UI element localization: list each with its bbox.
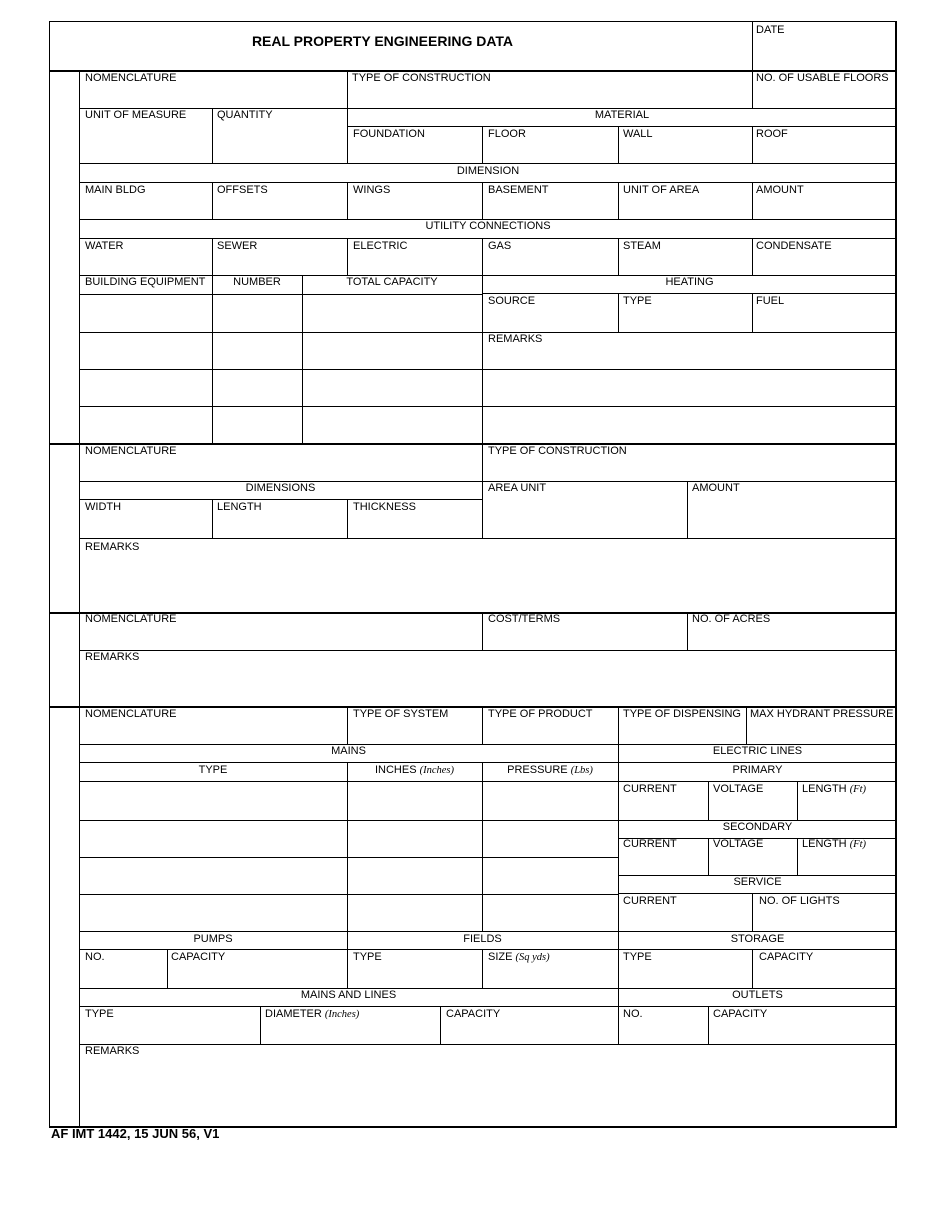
building-nomenclature-field[interactable]: NOMENCLATURE xyxy=(85,72,177,84)
rule xyxy=(79,1044,897,1045)
floor-field[interactable]: FLOOR xyxy=(488,128,526,140)
mains-header: MAINS xyxy=(331,745,366,757)
length-field[interactable]: LENGTH xyxy=(217,501,262,513)
fields-type-field[interactable]: TYPE xyxy=(353,951,382,963)
building-type-of-construction-field[interactable]: TYPE OF CONSTRUCTION xyxy=(352,72,491,84)
heating-source-field[interactable]: SOURCE xyxy=(488,295,536,307)
wall-field[interactable]: WALL xyxy=(623,128,653,140)
rule xyxy=(708,838,709,876)
rule xyxy=(79,762,897,763)
date-field[interactable] xyxy=(756,24,785,37)
structure-amount-field[interactable]: AMOUNT xyxy=(692,482,740,494)
electric-lines-header: ELECTRIC LINES xyxy=(712,745,803,757)
sewer-field[interactable]: SEWER xyxy=(217,240,258,252)
width-field[interactable]: WIDTH xyxy=(85,501,122,513)
secondary-length-field[interactable]: LENGTH (Ft) xyxy=(802,838,867,850)
no-of-acres-field[interactable]: NO. OF ACRES xyxy=(692,613,771,625)
main-bldg-field[interactable]: MAIN BLDG xyxy=(85,184,146,196)
rule xyxy=(79,238,897,239)
outlets-no-field[interactable]: NO. xyxy=(623,1008,643,1020)
dimensions-header: DIMENSIONS xyxy=(245,482,316,494)
secondary-header: SECONDARY xyxy=(722,821,793,833)
offsets-field[interactable]: OFFSETS xyxy=(217,184,268,196)
rule xyxy=(752,293,753,333)
heating-header: HEATING xyxy=(665,276,714,288)
rule xyxy=(482,762,483,932)
rule xyxy=(79,1006,897,1007)
mains-lines-diameter-field[interactable]: DIAMETER (Inches) xyxy=(265,1008,360,1020)
date-box-divider xyxy=(752,21,753,109)
form-title: REAL PROPERTY ENGINEERING DATA xyxy=(251,33,514,49)
rule xyxy=(752,238,753,276)
rule xyxy=(708,1006,709,1045)
area-unit-field[interactable]: AREA UNIT xyxy=(488,482,547,494)
type-of-system-field[interactable]: TYPE OF SYSTEM xyxy=(353,708,449,720)
rule xyxy=(618,238,619,276)
rule xyxy=(482,238,483,276)
date-label: DATE xyxy=(756,24,785,36)
mains-pressure-header: PRESSURE (Lbs) xyxy=(507,764,593,776)
rule xyxy=(347,238,348,276)
primary-current-field[interactable]: CURRENT xyxy=(623,783,677,795)
primary-voltage-field[interactable]: VOLTAGE xyxy=(713,783,764,795)
frame-right-border xyxy=(895,21,897,1128)
secondary-current-field[interactable]: CURRENT xyxy=(623,838,677,850)
rule xyxy=(212,238,213,276)
rule xyxy=(687,613,688,651)
rule xyxy=(618,931,619,1045)
pumps-capacity-field[interactable]: CAPACITY xyxy=(171,951,226,963)
rule xyxy=(618,293,619,333)
rule xyxy=(482,613,483,651)
rule xyxy=(687,481,688,539)
rule xyxy=(482,444,483,539)
rule xyxy=(79,294,482,295)
water-field[interactable]: WATER xyxy=(85,240,124,252)
storage-type-field[interactable]: TYPE xyxy=(623,951,652,963)
rule xyxy=(212,499,213,539)
fields-header: FIELDS xyxy=(463,933,502,945)
electric-field[interactable]: ELECTRIC xyxy=(353,240,408,252)
land-remarks-field[interactable]: REMARKS xyxy=(85,651,140,663)
rule xyxy=(752,126,753,164)
unit-of-measure-field[interactable]: UNIT OF MEASURE xyxy=(85,109,187,121)
mains-lines-capacity-field[interactable]: CAPACITY xyxy=(446,1008,501,1020)
basement-field[interactable]: BASEMENT xyxy=(488,184,549,196)
rule xyxy=(347,707,348,745)
foundation-field[interactable]: FOUNDATION xyxy=(353,128,425,140)
rule xyxy=(79,857,619,858)
rule xyxy=(302,275,303,444)
storage-capacity-field[interactable]: CAPACITY xyxy=(759,951,814,963)
rule xyxy=(618,182,619,220)
rule xyxy=(79,163,897,164)
rule xyxy=(79,499,483,500)
structure-type-of-construction-field[interactable]: TYPE OF CONSTRUCTION xyxy=(488,445,627,457)
utility-remarks-field[interactable]: REMARKS xyxy=(85,1045,140,1057)
rule xyxy=(79,406,897,407)
type-of-product-field[interactable]: TYPE OF PRODUCT xyxy=(488,708,593,720)
rule xyxy=(746,707,747,745)
storage-header: STORAGE xyxy=(730,933,785,945)
rule xyxy=(347,762,348,932)
rule xyxy=(79,538,897,539)
rule xyxy=(167,949,168,989)
condensate-field[interactable]: CONDENSATE xyxy=(756,240,832,252)
rule xyxy=(797,838,798,876)
rule xyxy=(482,182,483,220)
mains-type-header: TYPE xyxy=(198,764,228,776)
rule xyxy=(618,707,619,933)
rule xyxy=(482,293,897,294)
rule xyxy=(618,126,619,164)
rule xyxy=(212,275,213,444)
total-capacity-header: TOTAL CAPACITY xyxy=(346,276,438,288)
secondary-voltage-field[interactable]: VOLTAGE xyxy=(713,838,764,850)
building-remarks-field[interactable]: REMARKS xyxy=(488,333,543,345)
material-header: MATERIAL xyxy=(594,109,650,121)
utility-connections-header: UTILITY CONNECTIONS xyxy=(425,220,551,232)
no-of-usable-floors-field[interactable]: NO. OF USABLE FLOORS xyxy=(756,72,889,84)
mains-and-lines-header: MAINS AND LINES xyxy=(300,989,397,1001)
frame-top-border xyxy=(49,21,897,22)
rule xyxy=(752,893,753,932)
utility-nomenclature-field[interactable]: NOMENCLATURE xyxy=(85,708,177,720)
outlets-header: OUTLETS xyxy=(732,989,783,1001)
rule xyxy=(752,182,753,220)
pumps-header: PUMPS xyxy=(193,933,233,945)
rule xyxy=(79,369,897,370)
rule xyxy=(618,893,897,894)
cost-terms-field[interactable]: COST/TERMS xyxy=(488,613,561,625)
roof-field[interactable]: ROOF xyxy=(756,128,788,140)
primary-header: PRIMARY xyxy=(732,764,783,776)
gas-field[interactable]: GAS xyxy=(488,240,512,252)
number-header: NUMBER xyxy=(233,276,281,288)
no-of-lights-field[interactable]: NO. OF LIGHTS xyxy=(759,895,840,907)
thickness-field[interactable]: THICKNESS xyxy=(353,501,416,513)
structure-nomenclature-field[interactable]: NOMENCLATURE xyxy=(85,445,177,457)
rule xyxy=(79,894,619,895)
service-current-field[interactable]: CURRENT xyxy=(623,895,677,907)
quantity-field[interactable]: QUANTITY xyxy=(217,109,273,121)
rule xyxy=(212,108,213,164)
rule xyxy=(79,949,897,950)
rule xyxy=(79,931,897,932)
rule xyxy=(347,126,897,127)
form-number: AF IMT 1442, 15 JUN 56, V1 xyxy=(51,1126,220,1141)
building-equipment-header: BUILDING EQUIPMENT xyxy=(85,276,206,288)
amount-field[interactable]: AMOUNT xyxy=(756,184,804,196)
rule xyxy=(212,182,213,220)
heating-fuel-field[interactable]: FUEL xyxy=(756,295,785,307)
rule xyxy=(482,949,483,989)
wings-field[interactable]: WINGS xyxy=(353,184,391,196)
rule xyxy=(347,182,348,220)
land-nomenclature-field[interactable]: NOMENCLATURE xyxy=(85,613,177,625)
rule xyxy=(79,650,897,651)
steam-field[interactable]: STEAM xyxy=(623,240,661,252)
rule xyxy=(347,499,348,539)
dimension-header: DIMENSION xyxy=(456,165,520,177)
rule xyxy=(708,781,709,821)
pumps-no-field[interactable]: NO. xyxy=(85,951,105,963)
rule xyxy=(482,707,483,745)
rule xyxy=(440,1006,441,1045)
structure-remarks-field[interactable]: REMARKS xyxy=(85,541,140,553)
type-of-dispensing-field[interactable]: TYPE OF DISPENSING xyxy=(623,708,741,720)
rule xyxy=(482,275,483,444)
primary-length-field[interactable]: LENGTH (Ft) xyxy=(802,783,867,795)
mains-lines-type-field[interactable]: TYPE xyxy=(85,1008,114,1020)
mains-inches-header: INCHES (Inches) xyxy=(374,764,455,776)
unit-of-area-field[interactable]: UNIT OF AREA xyxy=(623,184,700,196)
rule xyxy=(79,781,897,782)
outlets-capacity-field[interactable]: CAPACITY xyxy=(713,1008,768,1020)
rule xyxy=(797,781,798,821)
rule xyxy=(260,1006,261,1045)
rule xyxy=(482,126,483,164)
rule xyxy=(79,182,897,183)
rule xyxy=(752,949,753,989)
fields-size-field[interactable]: SIZE (Sq yds) xyxy=(488,951,550,963)
frame-left-border xyxy=(49,21,50,1128)
heating-type-field[interactable]: TYPE xyxy=(623,295,652,307)
service-header: SERVICE xyxy=(733,876,782,888)
max-hydrant-pressure-field[interactable]: MAX HYDRANT PRESSURE xyxy=(750,708,894,720)
